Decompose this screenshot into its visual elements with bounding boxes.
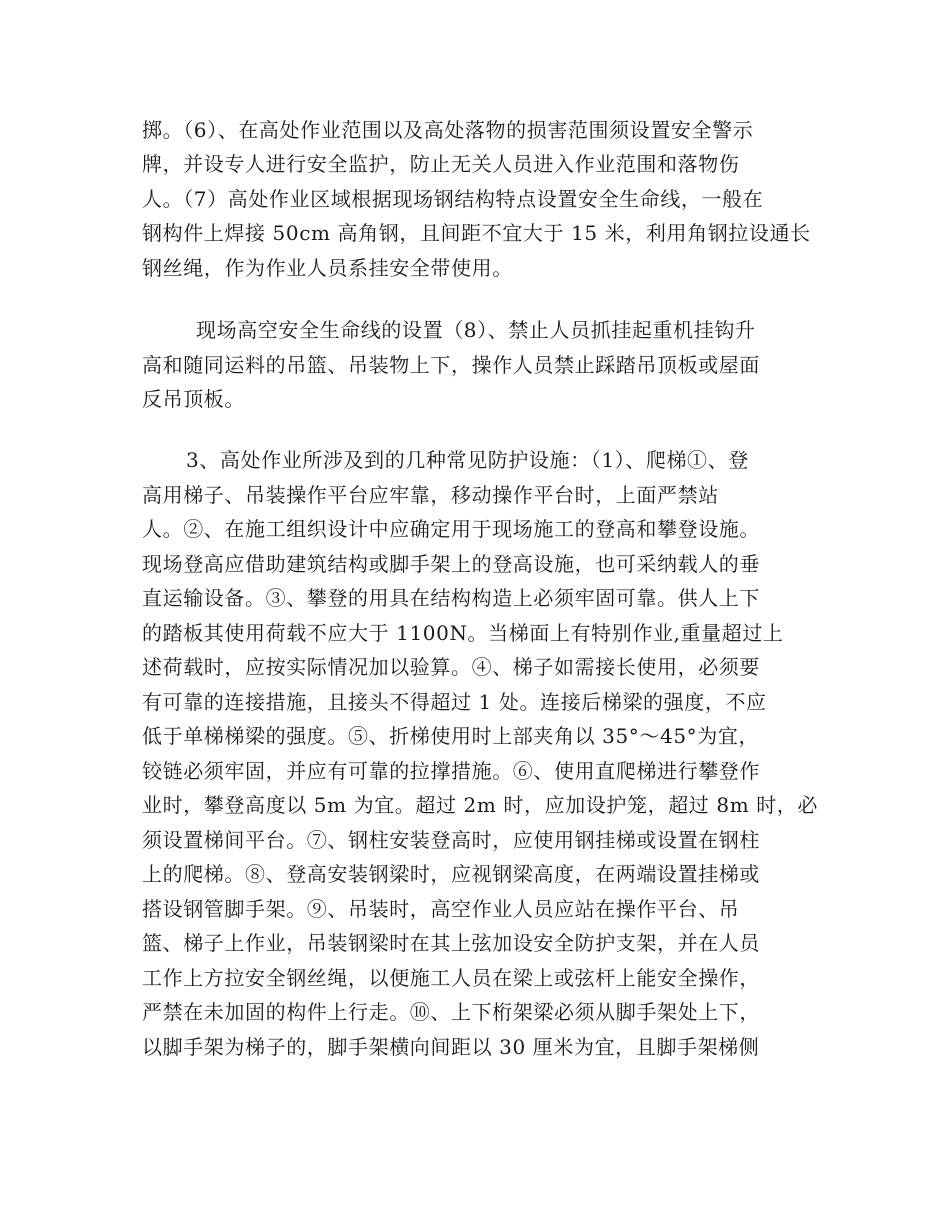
text-line: 掷。（6）、在高处作业范围以及高处落物的损害范围须设置安全警示 — [142, 118, 754, 142]
text-line: 低于单梯梯梁的强度。⑤、折梯使用时上部夹角以 35°～45°为宜， — [142, 724, 760, 748]
text-line: 3、高处作业所涉及到的几种常见防护设施：（1）、爬梯①、登 — [186, 448, 749, 472]
text-line: 现场高空安全生命线的设置（8）、禁止人员抓挂起重机挂钩升 — [196, 318, 756, 342]
text-line: 人。②、在施工组织设计中应确定用于现场施工的登高和攀登设施。 — [142, 517, 760, 541]
text-line: 反吊顶板。 — [142, 387, 245, 411]
text-line: 上的爬梯。⑧、登高安装钢梁时，应视钢梁高度，在两端设置挂梯或 — [142, 862, 760, 886]
text-line: 须设置梯间平台。⑦、钢柱安装登高时，应使用钢挂梯或设置在钢柱 — [142, 828, 760, 852]
text-line: 高和随同运料的吊篮、吊装物上下，操作人员禁止踩踏吊顶板或屋面 — [142, 353, 760, 377]
text-line: 人。（7）高处作业区域根据现场钢结构特点设置安全生命线，一般在 — [142, 187, 764, 211]
text-line: 钢丝绳，作为作业人员系挂安全带使用。 — [142, 256, 513, 280]
text-line: 直运输设备。③、攀登的用具在结构构造上必须牢固可靠。供人上下 — [142, 586, 760, 610]
text-line: 以脚手架为梯子的，脚手架横向间距以 30 厘米为宜，且脚手架梯侧 — [142, 1035, 760, 1059]
text-line: 工作上方拉安全钢丝绳，以便施工人员在梁上或弦杆上能安全操作， — [142, 966, 760, 990]
text-line: 有可靠的连接措施，且接头不得超过 1 处。连接后梯梁的强度，不应 — [142, 690, 767, 714]
text-line: 搭设钢管脚手架。⑨、吊装时，高空作业人员应站在操作平台、吊 — [142, 897, 740, 921]
text-line: 高用梯子、吊装操作平台应牢靠，移动操作平台时，上面严禁站 — [142, 483, 719, 507]
text-line: 铰链必须牢固，并应有可靠的拉撑措施。⑥、使用直爬梯进行攀登作 — [142, 759, 760, 783]
text-line: 现场登高应借助建筑结构或脚手架上的登高设施，也可采纳载人的垂 — [142, 552, 760, 576]
text-line: 篮、梯子上作业，吊装钢梁时在其上弦加设安全防护支架，并在人员 — [142, 931, 760, 955]
text-line: 业时，攀登高度以 5m 为宜。超过 2m 时，应加设护笼，超过 8m 时，必 — [142, 793, 819, 817]
text-line: 钢构件上焊接 50cm 高角钢，且间距不宜大于 15 米，利用角钢拉设通长 — [142, 221, 811, 245]
text-line: 严禁在未加固的构件上行走。⑩、上下桁架梁必须从脚手架处上下， — [142, 1000, 760, 1024]
text-line: 的踏板其使用荷载不应大于 1100N。当梯面上有特别作业,重量超过上 — [142, 621, 784, 645]
text-line: 牌，并设专人进行安全监护，防止无关人员进入作业范围和落物伤 — [142, 152, 740, 176]
text-line: 述荷载时，应按实际情况加以验算。④、梯子如需接长使用，必须要 — [142, 655, 760, 679]
